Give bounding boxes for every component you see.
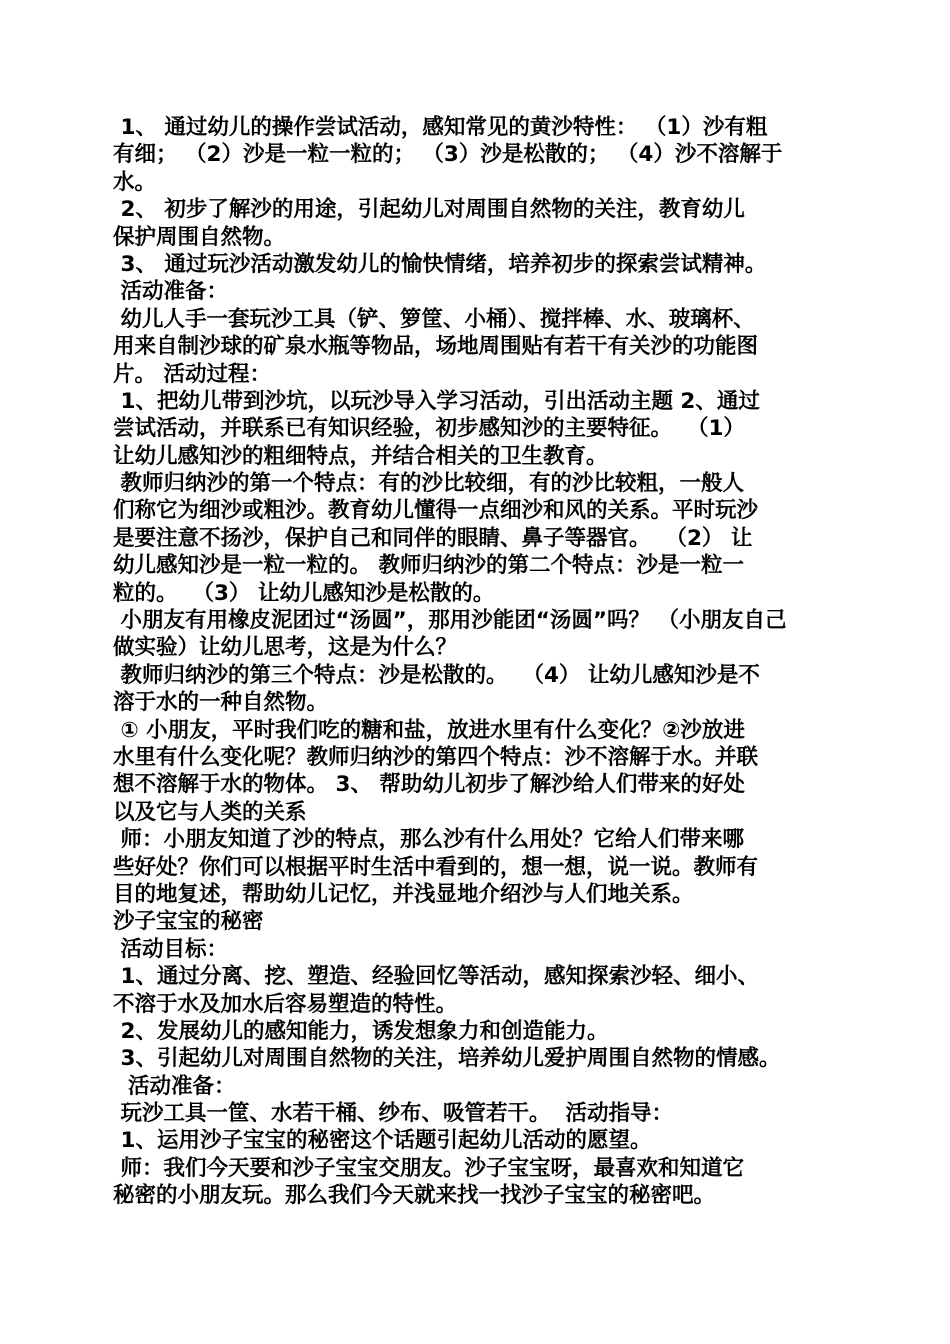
text-line: 做实验）让幼儿思考，这是为什么？ <box>113 635 458 661</box>
text-line: 幼儿人手一套玩沙工具（铲、箩筐、小桶）、搅拌棒、水、玻璃杯、 <box>113 306 755 332</box>
text-line: 片。 活动过程： <box>113 361 271 387</box>
text-line: 2、 初步了解沙的用途，引起幼儿对周围自然物的关注，教育幼儿 <box>113 197 745 223</box>
section-heading: 活动准备： <box>113 279 228 305</box>
text-line: 让幼儿感知沙的粗细特点，并结合相关的卫生教育。 <box>113 443 608 469</box>
text-line: 目的地复述，帮助幼儿记忆，并浅显地介绍沙与人们地关系。 <box>113 881 694 907</box>
text-line: 溶于水的一种自然物。 <box>113 690 329 716</box>
text-line: 尝试活动，并联系已有知识经验，初步感知沙的主要特征。 （1） <box>113 416 745 442</box>
text-line: 秘密的小朋友玩。那么我们今天就来找一找沙子宝宝的秘密吧。 <box>113 1183 716 1209</box>
text-line: 教师归纳沙的第三个特点：沙是松散的。 （4） 让幼儿感知沙是不 <box>113 662 760 688</box>
text-line: 水里有什么变化呢？教师归纳沙的第四个特点：沙不溶解于水。并联 <box>113 744 759 770</box>
document-body <box>113 114 843 1210</box>
text-line: 2、发展幼儿的感知能力，诱发想象力和创造能力。 <box>113 1018 609 1044</box>
document-title: 沙子宝宝的秘密 <box>113 909 264 935</box>
text-line: 教师归纳沙的第一个特点：有的沙比较细，有的沙比较粗，一般人 <box>113 471 744 497</box>
text-line: 师：小朋友知道了沙的特点，那么沙有什么用处？它给人们带来哪 <box>113 827 744 853</box>
text-line: 有细； （2）沙是一粒一粒的； （3）沙是松散的； （4）沙不溶解于 <box>113 142 783 168</box>
text-line: 水。 <box>113 169 157 195</box>
text-line: 1、运用沙子宝宝的秘密这个话题引起幼儿活动的愿望。 <box>113 1128 652 1154</box>
text-line: 玩沙工具一筐、水若干桶、纱布、吸管若干。 活动指导： <box>113 1101 673 1127</box>
text-line: 1、把幼儿带到沙坑，以玩沙导入学习活动，引出活动主题 2、通过 <box>113 388 760 414</box>
text-line: 师：我们今天要和沙子宝宝交朋友。沙子宝宝呀，最喜欢和知道它 <box>113 1155 744 1181</box>
text-line: 用来自制沙球的矿泉水瓶等物品，场地周围贴有若干有关沙的功能图 <box>113 334 759 360</box>
text-line: 1、通过分离、挖、塑造、经验回忆等活动，感知探索沙轻、细小、 <box>113 964 759 990</box>
text-line: 幼儿感知沙是一粒一粒的。 教师归纳沙的第二个特点：沙是一粒一 <box>113 553 744 579</box>
section-heading: 活动目标： <box>113 936 228 962</box>
text-line: 粒的。 （3） 让幼儿感知沙是松散的。 <box>113 580 495 606</box>
text-line: 是要注意不扬沙，保护自己和同伴的眼睛、鼻子等器官。 （2） 让 <box>113 525 753 551</box>
text-line: 1、 通过幼儿的操作尝试活动，感知常见的黄沙特性： （1）沙有粗 <box>113 115 768 140</box>
text-line: 些好处？你们可以根据平时生活中看到的，想一想，说一说。教师有 <box>113 854 759 880</box>
text-line: ① 小朋友，平时我们吃的糖和盐，放进水里有什么变化？②沙放进 <box>113 717 745 743</box>
text-line: 3、 通过玩沙活动激发幼儿的愉快情绪，培养初步的探索尝试精神。 <box>113 251 767 277</box>
text-line: 不溶于水及加水后容易塑造的特性。 <box>113 991 458 1017</box>
text-line: 们称它为细沙或粗沙。教育幼儿懂得一点细沙和风的关系。平时玩沙 <box>113 498 759 524</box>
section-heading: 活动准备： <box>113 1073 236 1099</box>
text-line: 保护周围自然物。 <box>113 224 286 250</box>
text-line: 小朋友有用橡皮泥团过“汤圆”，那用沙能团“汤圆”吗？ （小朋友自己 <box>113 608 787 634</box>
text-line: 想不溶解于水的物体。 3、 帮助幼儿初步了解沙给人们带来的好处 <box>113 772 745 798</box>
text-line: 以及它与人类的关系 <box>113 799 307 825</box>
text-line: 3、引起幼儿对周围自然物的关注，培养幼儿爱护周围自然物的情感。 <box>113 1046 781 1072</box>
